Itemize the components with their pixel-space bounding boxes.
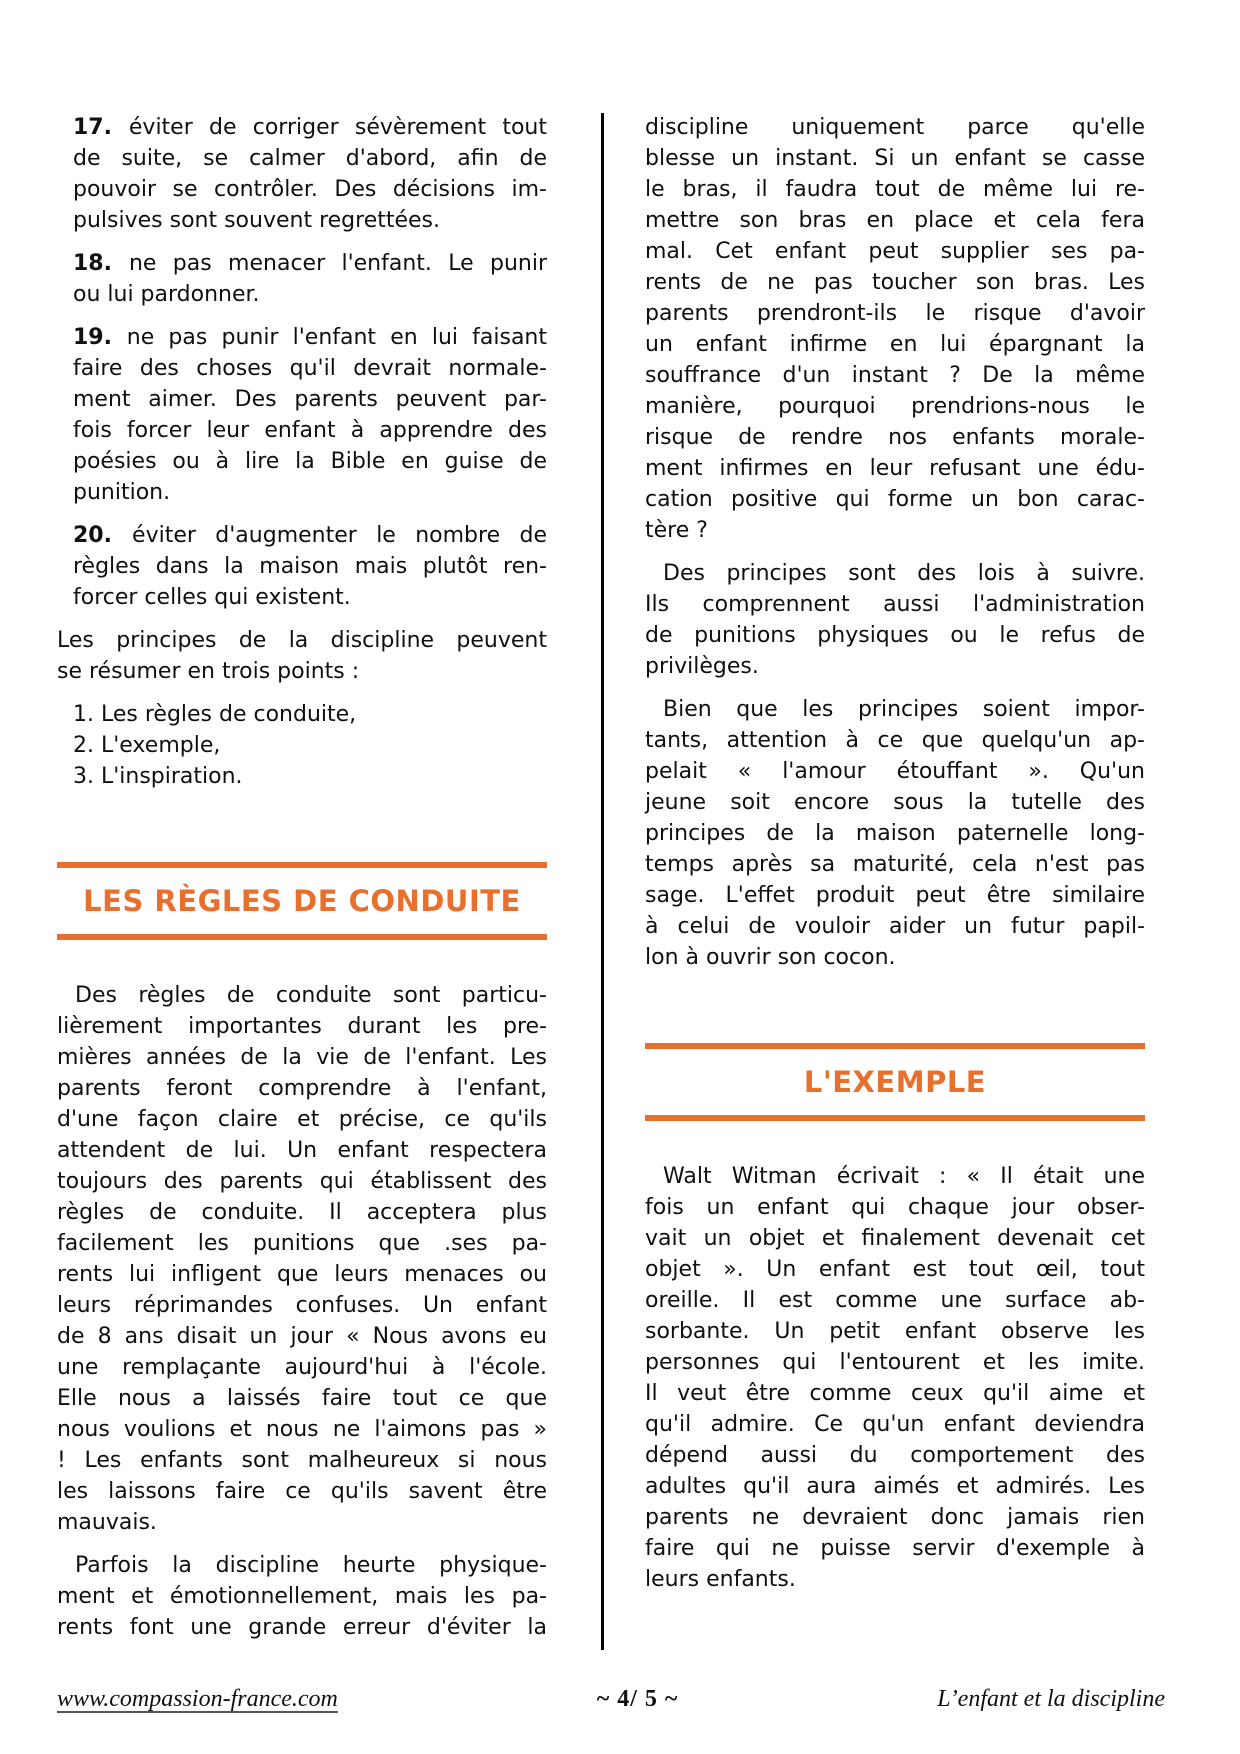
heading-bottom-rule — [57, 934, 547, 940]
numbered-paragraph — [73, 322, 547, 508]
text-line: qu'il admire. Ce qu'un enfant deviendra — [645, 1412, 1145, 1437]
text-line: sorbante. Un petit enfant observe les — [645, 1319, 1145, 1344]
text-line: principes de la maison paternelle long- — [645, 821, 1145, 846]
text-line: vait un objet et finalement devenait cet — [645, 1226, 1145, 1251]
page-footer — [57, 1686, 1165, 1713]
text-line: mettre son bras en place et cela fera — [645, 208, 1145, 233]
text-line: discipline uniquement parce qu'elle — [645, 115, 1145, 140]
text-line: oreille. Il est comme une surface ab- — [645, 1288, 1145, 1313]
text-line: blesse un instant. Si un enfant se casse — [645, 146, 1145, 171]
text-line: punition. — [73, 480, 171, 505]
text-line: Parfois la discipline heurte physique- — [75, 1553, 547, 1578]
text-line: temps après sa maturité, cela n'est pas — [645, 852, 1145, 877]
item-number: 17. — [73, 115, 129, 140]
text-line: adultes qu'il aura aimés et admirés. Les — [645, 1474, 1145, 1499]
item-number: 18. — [73, 251, 129, 276]
text-line: ! Les enfants sont malheureux si nous — [57, 1448, 547, 1473]
text-line: ou lui pardonner. — [73, 282, 260, 307]
text-line: dépend aussi du comportement des — [645, 1443, 1145, 1468]
footer-page-number: ~ 4/ 5 ~ — [596, 1686, 679, 1712]
text-line: Bien que les principes soient impor- — [663, 697, 1145, 722]
text-line: rents de ne pas toucher son bras. Les — [645, 270, 1145, 295]
text-line: le bras, il faudra tout de même lui re- — [645, 177, 1145, 202]
text-line: fois un enfant qui chaque jour obser- — [645, 1195, 1145, 1220]
text-line: règles de conduite. Il acceptera plus — [57, 1200, 547, 1225]
text-line: d'une façon claire et précise, ce qu'ils — [57, 1107, 547, 1132]
text-line: lièrement importantes durant les pre- — [57, 1014, 547, 1039]
section-heading: L'EXEMPLE — [803, 1065, 987, 1099]
text-line: de 8 ans disait un jour « Nous avons eu — [57, 1324, 547, 1349]
text-line: parents prendront-ils le risque d'avoir — [645, 301, 1145, 326]
heading-top-rule — [645, 1043, 1145, 1049]
text-line: jeune soit encore sous la tutelle des — [645, 790, 1145, 815]
list-item: 1. Les règles de conduite, — [73, 702, 357, 727]
text-line: Il veut être comme ceux qu'il aime et — [645, 1381, 1145, 1406]
numbered-paragraph — [73, 248, 547, 310]
text-line: poésies ou à lire la Bible en guise de — [73, 449, 547, 474]
text-line: de suite, se calmer d'abord, afin de — [73, 146, 547, 171]
text-line: cation positive qui forme un bon carac- — [645, 487, 1145, 512]
text-line: attendent de lui. Un enfant respectera — [57, 1138, 547, 1163]
list-item: 3. L'inspiration. — [73, 764, 243, 789]
text-line: règles dans la maison mais plutôt ren- — [73, 554, 547, 579]
text-line: forcer celles qui existent. — [73, 585, 351, 610]
paragraph — [57, 1550, 547, 1643]
numbered-paragraph — [73, 112, 547, 236]
text-line: 17. éviter de corriger sévèrement tout — [73, 115, 547, 140]
text-line: faire des choses qu'il devrait normale- — [73, 356, 547, 381]
paragraph — [57, 625, 547, 687]
text-line: tère ? — [645, 518, 708, 543]
text-line: à celui de vouloir aider un futur papil- — [645, 914, 1145, 939]
text-line: sage. L'effet produit peut être similaire — [645, 883, 1145, 908]
paragraph — [645, 1161, 1145, 1595]
text-line: parents ne devraient donc jamais rien — [645, 1505, 1145, 1530]
text-line: rents lui infligent que leurs menaces ou — [57, 1262, 547, 1287]
text-line: fois forcer leur enfant à apprendre des — [73, 418, 547, 443]
ordered-list — [73, 699, 547, 792]
text-line: se résumer en trois points : — [57, 659, 360, 684]
text-line: risque de rendre nos enfants morale- — [645, 425, 1145, 450]
heading-top-rule — [57, 862, 547, 868]
text-line: mal. Cet enfant peut supplier ses pa- — [645, 239, 1145, 264]
text-line: objet ». Un enfant est tout œil, tout — [645, 1257, 1145, 1282]
text-line: leurs enfants. — [645, 1567, 796, 1592]
text-line: Ils comprennent aussi l'administration — [645, 592, 1145, 617]
text-line: lon à ouvrir son cocon. — [645, 945, 896, 970]
text-line: mauvais. — [57, 1510, 157, 1535]
text-line: une remplaçante aujourd'hui à l'école. — [57, 1355, 547, 1380]
text-line: un enfant infirme en lui épargnant la — [645, 332, 1145, 357]
text-line: tants, attention à ce que quelqu'un ap- — [645, 728, 1145, 753]
text-line: nous voulions et nous ne l'aimons pas » — [57, 1417, 547, 1442]
section-heading-block — [57, 862, 547, 940]
heading-bottom-rule — [645, 1115, 1145, 1121]
text-line: manière, pourquoi prendrions-nous le — [645, 394, 1145, 419]
section-heading: LES RÈGLES DE CONDUITE — [83, 884, 521, 918]
text-line: Des règles de conduite sont particu- — [75, 983, 547, 1008]
text-line: 20. éviter d'augmenter le nombre de — [73, 523, 547, 548]
text-line: mières années de la vie de l'enfant. Les — [57, 1045, 547, 1070]
item-number: 19. — [73, 325, 127, 350]
text-line: 18. ne pas menacer l'enfant. Le punir — [73, 251, 547, 276]
text-line: ment et émotionnellement, mais les pa- — [57, 1584, 547, 1609]
text-line: rents font une grande erreur d'éviter la — [57, 1615, 547, 1640]
text-line: ment aimer. Des parents peuvent par- — [73, 387, 547, 412]
text-line: facilement les punitions que .ses pa- — [57, 1231, 547, 1256]
list-item: 2. L'exemple, — [73, 733, 221, 758]
paragraph — [645, 558, 1145, 682]
right-column — [645, 112, 1145, 1607]
text-line: privilèges. — [645, 654, 759, 679]
text-line: Les principes de la discipline peuvent — [57, 628, 547, 653]
text-line: 19. ne pas punir l'enfant en lui faisant — [73, 325, 547, 350]
column-divider-line — [601, 113, 604, 1650]
text-line: Walt Witman écrivait : « Il était une — [663, 1164, 1145, 1189]
text-line: pulsives sont souvent regrettées. — [73, 208, 441, 233]
text-line: les laissons faire ce qu'ils savent être — [57, 1479, 547, 1504]
text-line: pelait « l'amour étouffant ». Qu'un — [645, 759, 1145, 784]
text-line: leurs réprimandes confuses. Un enfant — [57, 1293, 547, 1318]
paragraph — [645, 112, 1145, 546]
text-line: parents feront comprendre à l'enfant, — [57, 1076, 547, 1101]
text-line: de punitions physiques ou le refus de — [645, 623, 1145, 648]
item-number: 20. — [73, 523, 133, 548]
text-line: toujours des parents qui établissent des — [57, 1169, 547, 1194]
paragraph — [57, 980, 547, 1538]
footer-document-title: L’enfant et la discipline — [937, 1686, 1165, 1712]
text-line: Elle nous a laissés faire tout ce que — [57, 1386, 547, 1411]
text-line: personnes qui l'entourent et les imite. — [645, 1350, 1145, 1375]
text-line: Des principes sont des lois à suivre. — [663, 561, 1145, 586]
paragraph — [645, 694, 1145, 973]
text-line: pouvoir se contrôler. Des décisions im- — [73, 177, 547, 202]
footer-website-link[interactable]: www.compassion-france.com — [57, 1686, 338, 1712]
section-heading-block — [645, 1043, 1145, 1121]
numbered-paragraph — [73, 520, 547, 613]
text-line: souffrance d'un instant ? De la même — [645, 363, 1145, 388]
text-line: faire qui ne puisse servir d'exemple à — [645, 1536, 1145, 1561]
text-line: ment infirmes en leur refusant une édu- — [645, 456, 1145, 481]
left-column — [57, 112, 547, 1655]
